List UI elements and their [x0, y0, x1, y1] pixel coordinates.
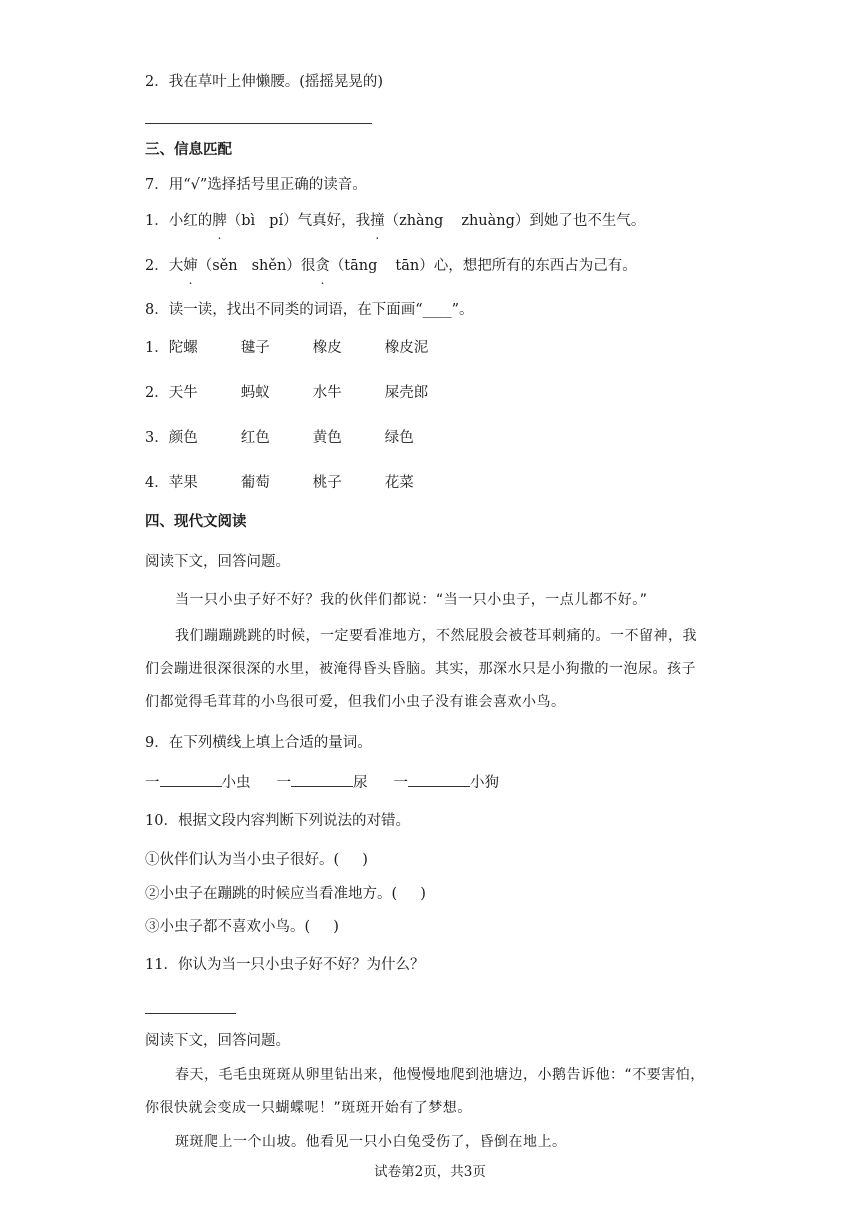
word-option[interactable]: 橡皮泥: [384, 340, 429, 356]
item-text: 小红的: [168, 213, 213, 229]
word-option[interactable]: 葡萄: [240, 475, 270, 491]
page-footer: 试卷第2页，共3页: [374, 1164, 486, 1180]
blank-suffix: 小狗: [470, 775, 499, 791]
word-option[interactable]: 苹果: [168, 475, 198, 491]
judgment-item-3[interactable]: ③小虫子都不喜欢小鸟。( ): [145, 919, 339, 935]
item-number: 1．: [145, 213, 169, 229]
question-10-prompt: 10．根据文段内容判断下列说法的对错。: [145, 813, 410, 829]
word-option[interactable]: 绿色: [384, 430, 414, 446]
word-option[interactable]: 屎壳郎: [384, 385, 429, 401]
pinyin-option-a[interactable]: （tāng: [329, 258, 378, 274]
blank-prefix: 一: [145, 775, 160, 791]
blank-prefix: 一: [393, 775, 408, 791]
passage-2-line-2: 你很快就会变成一只蝴蝶呢！”斑斑开始有了梦想。: [145, 1100, 472, 1116]
passage-1-line-2: 我们蹦蹦跳跳的时候，一定要看准地方，不然屁股会被苍耳刺痛的。一不留神，我: [175, 628, 697, 644]
item-number: 2．: [145, 258, 169, 274]
word-option[interactable]: 毽子: [240, 340, 270, 356]
passage-1-line-4: 们都觉得毛茸茸的小鸟很可爱，但我们小虫子没有谁会喜欢小鸟。: [145, 694, 566, 710]
pinyin-option-a[interactable]: （sěn: [197, 258, 238, 274]
measure-word-blank[interactable]: [291, 772, 353, 787]
question-7-item-2: [145, 256, 637, 276]
pinyin-option-b[interactable]: zhuàng）: [461, 213, 530, 229]
word-row-1: [145, 338, 457, 358]
dotted-char: 撞: [370, 213, 385, 229]
question-7-item-1: [145, 211, 645, 231]
word-option[interactable]: 红色: [240, 430, 270, 446]
question-9-prompt: 9．在下列横线上填上合适的量词。: [145, 735, 372, 751]
word-option[interactable]: 花菜: [384, 475, 414, 491]
word-row-2: [145, 383, 457, 403]
pinyin-option-a[interactable]: （zhàng: [384, 213, 444, 229]
measure-word-blank[interactable]: [160, 772, 222, 787]
question-11-prompt: 11．你认为当一只小虫子好不好？为什么？: [145, 957, 425, 973]
dotted-char: 贪: [315, 258, 330, 274]
item-text: 心，想把所有的东西占为己有。: [433, 258, 637, 274]
word-option[interactable]: 水牛: [312, 385, 342, 401]
word-row-3: [145, 428, 457, 448]
pinyin-option-b[interactable]: pí）: [269, 213, 298, 229]
question-8-prompt: 8．读一读，找出不同类的词语，在下面画“____”。: [145, 302, 474, 318]
question-2-rewrite: 2．我在草叶上伸懒腰。(摇摇晃晃的): [145, 74, 384, 90]
item-text: 大: [168, 258, 184, 274]
dotted-char: 脾: [212, 213, 227, 229]
row-number: 4．: [145, 475, 169, 491]
row-number: 1．: [145, 340, 169, 356]
passage-2-line-1: 春天，毛毛虫斑斑从卵里钻出来，他慢慢地爬到池塘边，小鹅告诉他：“不要害怕，: [175, 1067, 705, 1083]
row-number: 2．: [145, 385, 169, 401]
blank-suffix: 小虫: [221, 775, 251, 791]
item-text: 很: [300, 258, 316, 274]
passage-2-line-3: 斑斑爬上一个山坡。他看见一只小白兔受伤了，昏倒在地上。: [175, 1134, 567, 1150]
measure-word-blank[interactable]: [408, 772, 470, 787]
judgment-item-2[interactable]: ②小虫子在蹦跳的时候应当看准地方。( ): [145, 886, 426, 902]
judgment-item-1[interactable]: ①伙伴们认为当小虫子很好。( ): [145, 852, 368, 868]
item-text: 到她了也不生气。: [529, 213, 646, 229]
section-4-title: 四、现代文阅读: [145, 513, 247, 530]
word-option[interactable]: 黄色: [312, 430, 342, 446]
reading-instruction: 阅读下文，回答问题。: [145, 1033, 290, 1049]
blank-prefix: 一: [276, 775, 291, 791]
section-3-title: 三、信息匹配: [145, 141, 232, 158]
word-option[interactable]: 蚂蚁: [240, 385, 270, 401]
word-option[interactable]: 桃子: [312, 475, 342, 491]
pinyin-option-a[interactable]: （bì: [226, 213, 256, 229]
passage-1-line-1: 当一只小虫子好不好？我的伙伴们都说：“当一只小虫子，一点儿都不好。”: [175, 592, 648, 608]
word-option[interactable]: 橡皮: [312, 340, 342, 356]
answer-line-q2: [145, 123, 372, 124]
dotted-char: 婶: [183, 258, 198, 274]
answer-line-q11[interactable]: [145, 1013, 236, 1014]
question-7-prompt: 7．用“√”选择括号里正确的读音。: [145, 177, 367, 193]
row-number: 3．: [145, 430, 169, 446]
item-text: 气真好，我: [297, 213, 371, 229]
word-row-4: [145, 473, 457, 493]
passage-1-line-3: 们会蹦进很深很深的水里，被淹得昏头昏脑。其实，那深水只是小狗撒的一泡尿。孩子: [145, 661, 696, 677]
question-9-blanks: [145, 772, 499, 793]
pinyin-option-b[interactable]: shěn）: [251, 258, 301, 274]
word-option[interactable]: 陀螺: [168, 340, 198, 356]
pinyin-option-b[interactable]: tān）: [395, 258, 434, 274]
word-option[interactable]: 颜色: [168, 430, 198, 446]
blank-suffix: 尿: [353, 775, 368, 791]
word-option[interactable]: 天牛: [168, 385, 198, 401]
reading-instruction: 阅读下文，回答问题。: [145, 554, 290, 570]
